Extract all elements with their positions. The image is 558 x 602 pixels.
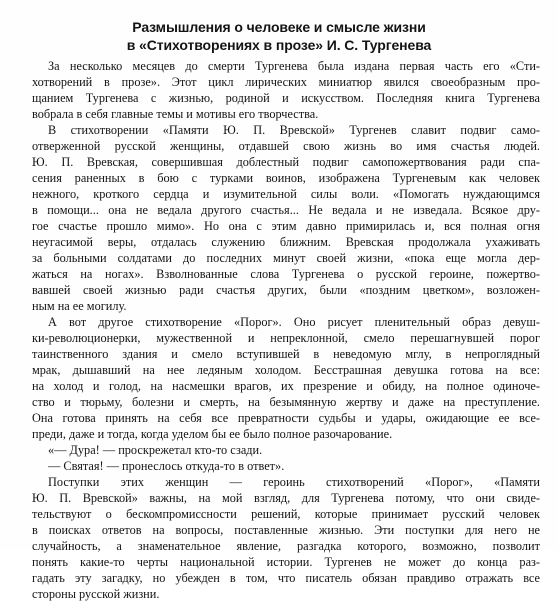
text-line: ки-революционерки, мужественной и непреклонной, смело перешагнувшей порог	[32, 331, 540, 345]
page-title-line-2: в «Стихотворениях в прозе» И. С. Тургенева	[126, 37, 432, 53]
text-line: «— Дура! — проскрежетал кто-то сзади.	[48, 443, 263, 457]
text-line: случайность, а знаменательное явление, разгадка которого, возможно, позволит	[32, 539, 540, 553]
text-line: на холод и голод, на насмешки врагов, их презрение и обиду, на полное одиноче-	[32, 379, 540, 393]
text-line: щанием Тургенева с жизнью, родиной и искусством. Последняя книга Тургенева	[32, 91, 540, 105]
text-line: гадать эту загадку, но убежден в том, что писатель обязан правдиво отражать все	[32, 571, 540, 585]
text-line: — Святая! — пронеслось откуда-то в ответ».	[48, 459, 285, 473]
text-line: преди, даже и тогда, когда уделом бы ее было полное разочарование.	[32, 427, 393, 441]
text-line: ство и тюрьму, болезни и смерть, на безымянную жертву и даже на преступление.	[32, 395, 540, 409]
text-line: вобрала в себя главные темы и мотивы его творчества.	[32, 107, 319, 121]
text-line: гое счастье прошло мимо». Но она с этим давно примирилась и, вся полная огня	[32, 219, 540, 233]
essay-body	[32, 58, 540, 602]
text-line: в поисках ответов на вопросы, поставленные жизнью. Эти поступки для него не	[32, 523, 540, 537]
text-line: Ю. П. Вревской» важны, на мой взгляд, для Тургенева потому, что они свиде-	[32, 491, 540, 505]
text-line: Поступки этих женщин — героинь стихотворений «Порог», «Памяти	[48, 475, 540, 489]
text-line: за больными солдатами до последних минут своей жизни, «пока еще могла дер-	[32, 251, 540, 265]
text-line: таинственного здания и смело вступившей в неведомую мглу, в непроглядный	[32, 347, 540, 361]
text-line: сения раненных в бою с турками воинов, изображена Тургеневым как человек	[32, 171, 540, 185]
text-line: За несколько месяцев до смерти Тургенева была издана первая часть его «Сти-	[48, 59, 540, 73]
text-line: А вот другое стихотворение «Порог». Оно рисует пленительный образ девуш-	[48, 315, 540, 329]
text-line: В стихотворении «Памяти Ю. П. Вревской» Тургенев славит подвиг само-	[48, 123, 540, 137]
text-line: стороны русской жизни.	[32, 587, 160, 601]
text-line: нежного, кроткого сердца и изумительной силы воли. «Помогать нуждающимся	[32, 187, 540, 201]
text-line: отверженной русской женщины, отдавшей свою жизнь во имя счастья людей.	[32, 139, 540, 153]
text-line: хотворений в прозе». Этот цикл лирических миниатюр явился своеобразным про-	[32, 75, 540, 89]
text-line: ным на ее могилу.	[32, 299, 127, 313]
text-line: мрак, дышавший на нее ледяным холодом. Бесстрашная девушка готова на все:	[32, 363, 540, 377]
text-line: вавшей своей жизнью ради счастья других, были «поздним цветком», возложен-	[32, 283, 540, 297]
text-line: жаться на ногах». Взволнованные слова Тургенева о русской героине, пожертво-	[32, 267, 540, 281]
text-line: в помощи... она не ведала другого счастья... Не ведала и не изведала. Всякое дру-	[32, 203, 540, 217]
text-line: Ю. П. Вревская, совершившая доблестный подвиг самопожертвования ради спа-	[32, 155, 540, 169]
text-line: Она готова принять на себя все превратности судьбы и удары, ожидающие ее все-	[32, 411, 540, 425]
page-title-line-1: Размышления о человеке и смысле жизни	[132, 19, 426, 35]
text-line: понять какие-то черты национальной истории. Тургенев не может до конца раз-	[32, 555, 540, 569]
text-line: неугасимой веры, отдалась служению ближним. Вревская продолжала ухаживать	[32, 235, 540, 249]
text-line: тельствуют о бескомпромиссности решений, которые принимает русский человек	[32, 507, 540, 521]
